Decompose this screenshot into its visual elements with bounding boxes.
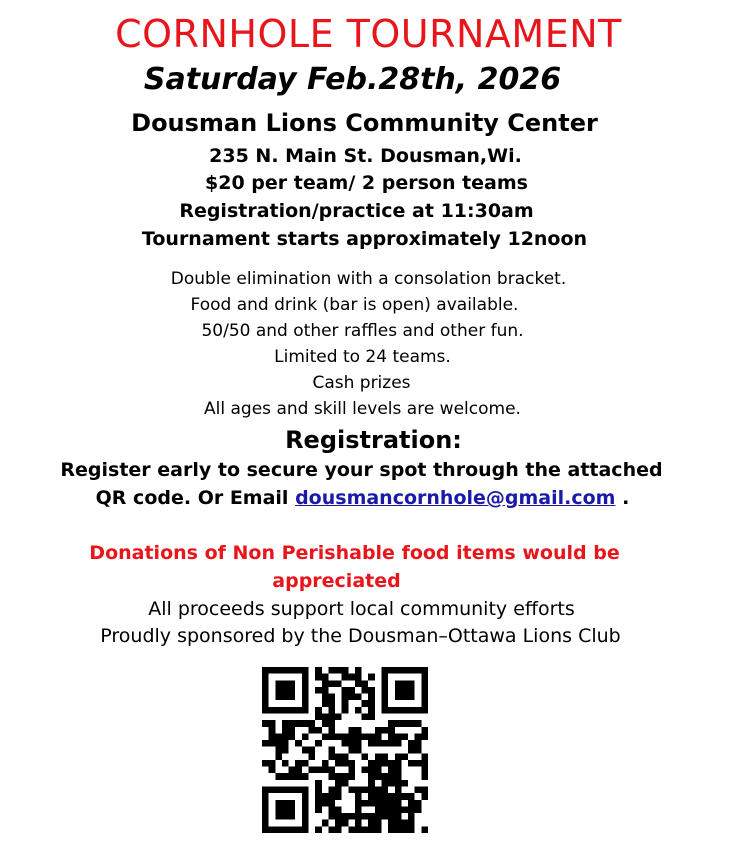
registration-time: Registration/practice at 11:30am: [179, 200, 534, 222]
start-time: Tournament starts approximately 12noon: [141, 228, 588, 250]
registration-prefix: QR code. Or Email: [95, 487, 296, 509]
detail-line: Cash prizes: [312, 373, 411, 393]
registration-heading: Registration:: [285, 426, 462, 454]
registration-suffix: .: [615, 487, 630, 509]
venue-name: Dousman Lions Community Center: [131, 109, 598, 137]
email-link[interactable]: dousmancornhole@gmail.com: [295, 487, 616, 509]
detail-line: Food and drink (bar is open) available.: [190, 295, 519, 315]
flyer-title: CORNHOLE TOURNAMENT: [115, 12, 622, 56]
support-text: All proceeds support local community efforts: [148, 598, 575, 620]
registration-text: Register early to secure your spot through the attached: [60, 459, 663, 481]
venue-address: 235 N. Main St. Dousman,Wi.: [209, 145, 522, 167]
donations-text: Donations of Non Perishable food items would be: [89, 542, 620, 564]
event-date: Saturday Feb.28th, 2026: [143, 62, 562, 97]
donations-text-cont: appreciated: [272, 570, 401, 592]
detail-line: Limited to 24 teams.: [274, 347, 451, 367]
team-price: $20 per team/ 2 person teams: [205, 172, 528, 194]
detail-line: Double elimination with a consolation bracket.: [170, 269, 567, 289]
sponsor-text: Proudly sponsored by the Dousman–Ottawa Lions Club: [100, 625, 621, 647]
detail-line: 50/50 and other raffles and other fun.: [201, 321, 524, 341]
detail-line: All ages and skill levels are welcome.: [204, 399, 521, 419]
qr-code-icon[interactable]: [262, 667, 428, 833]
registration-email-line: [0, 487, 731, 509]
